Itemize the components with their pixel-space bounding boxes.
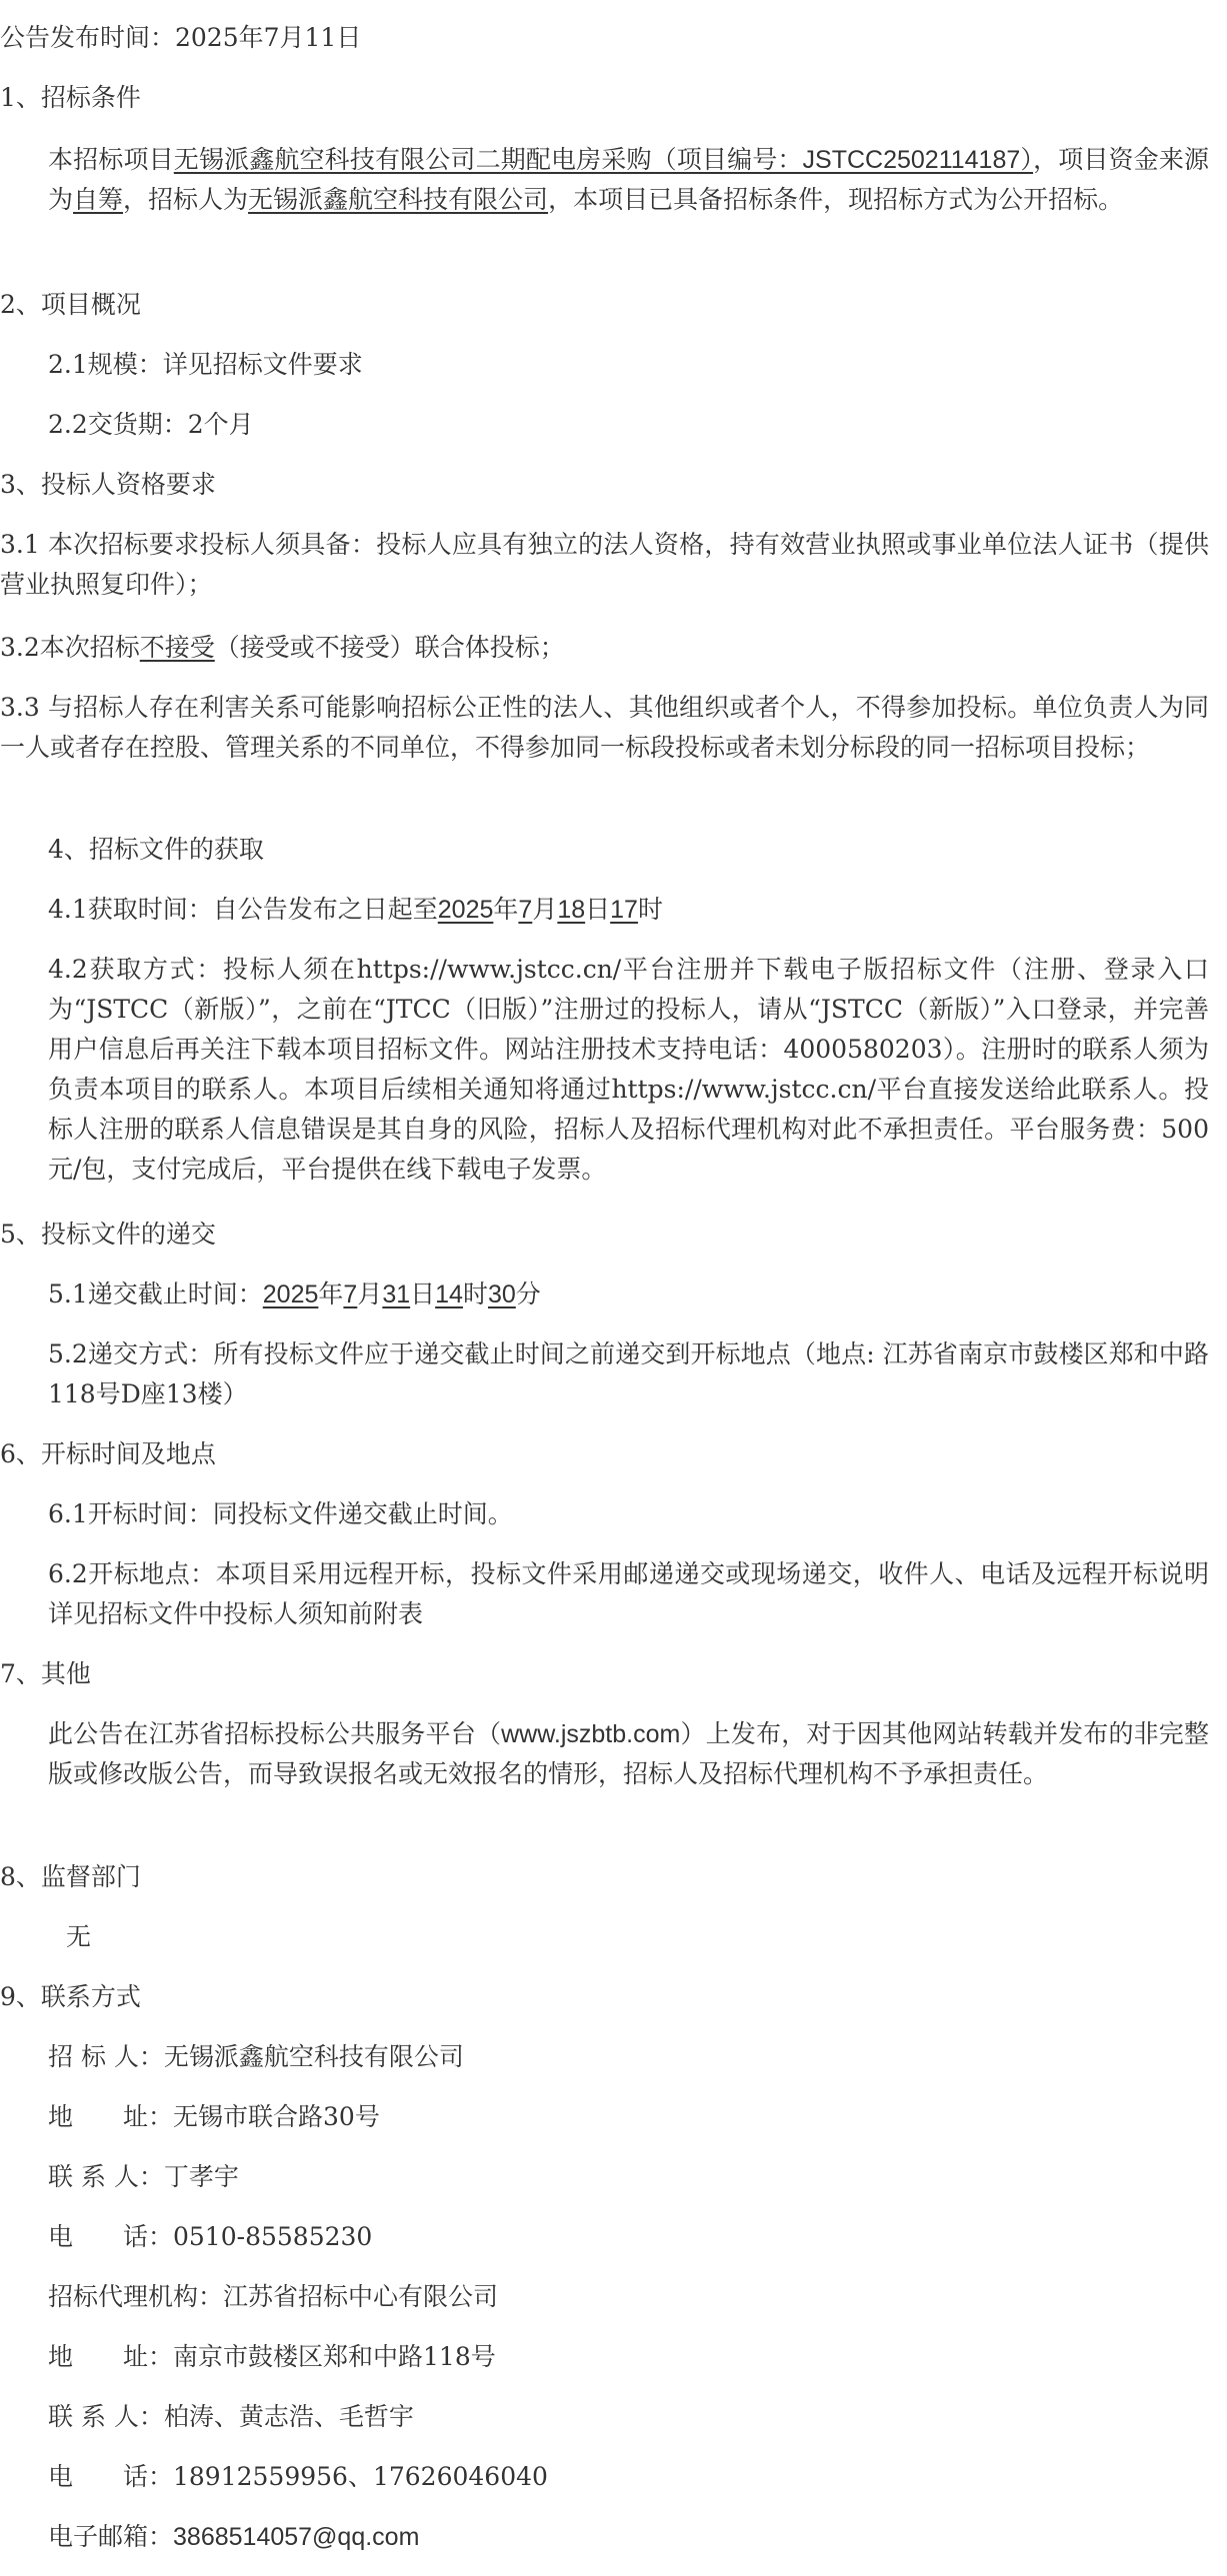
qualification-3-2 [0,628,1227,668]
obtain-year: 2025 [437,896,494,924]
obtain-time-pre: 4.1获取时间：自公告发布之日起至 [48,895,438,924]
deadline-year: 2025 [262,1281,319,1308]
q2-pre: 3.2本次招标 [0,633,140,662]
project-name-underlined: 无锡派鑫航空科技有限公司二期配电房采购（项目编号：JSTCC2502114187） [173,146,1034,174]
section-3-heading: 3、投标人资格要求 [0,470,216,499]
agency-phone: 电 话：18912559956、17626046040 [48,2462,548,2491]
section-7-heading: 7、其他 [0,1659,91,1688]
section-8-heading: 8、监督部门 [0,1862,141,1891]
agency-address: 地 址：南京市鼓楼区郑和中路118号 [48,2342,496,2371]
tenderer-phone: 电 话：0510-85585230 [48,2222,373,2251]
supervision-department-value: 无 [66,1922,92,1951]
email-address: 3868514057@qq.com [173,2523,420,2551]
tenderer-address: 地 址：无锡市联合路30号 [48,2102,380,2131]
deadline-minute-unit: 分 [515,1280,541,1308]
section-5-heading: 5、投标文件的递交 [0,1220,216,1249]
fund-source-underlined: 自筹 [73,186,124,214]
document-obtain-method: 4.2获取方式：投标人须在https://www.jstcc.cn/平台注册并下载电子版招标文件（注册、登录入口为“JSTCC（新版）”，之前在“JTCC（旧版）”注册过的投标人，请从“JSTCC（新版）”入口登录，并完善用户信息后再关注下载本项目招标文件。网站注册技术支持电话：4000580203）。注册时的联系人须为负责本项目的联系人。本项目后续相关通知将通过https://www.jstcc.cn/平台直接发送给此联系人。投标人注册的联系人信息错误是其自身的风险，招标人及招标代理机构对此不承担责任。平台服务费：500元/包，支付完成后，平台提供在线下载电子发票。 [48,955,1209,1184]
section-4-heading: 4、招标文件的获取 [48,835,264,864]
section-2-heading: 2、项目概况 [0,290,141,319]
deadline-day-unit: 日 [410,1280,436,1308]
deadline-day: 31 [382,1281,411,1308]
tenderer-contact: 联 系 人：丁孝宇 [48,2162,239,2191]
submission-deadline [0,1275,1227,1314]
delivery-period: 2.2交货期：2个月 [48,410,254,439]
s1-text-post: ，本项目已具备招标条件，现招标方式为公开招标。 [548,185,1124,214]
q2-post: （接受或不接受）联合体投标； [214,633,565,662]
s1-text-mid1: ，项目资金来源为 [48,145,1209,214]
obtain-day-unit: 日 [585,895,611,924]
obtain-month-unit: 月 [532,895,558,924]
obtain-day: 18 [557,896,586,924]
agency-email [0,2517,1227,2557]
deadline-month-unit: 月 [357,1280,383,1308]
bid-opening-place: 6.2开标地点：本项目采用远程开标，投标文件采用邮递递交或现场递交，收件人、电话及远程开标说明详见招标文件中投标人须知前附表 [48,1559,1209,1628]
s1-text-mid2: ，招标人为 [123,185,249,214]
deadline-pre: 5.1递交截止时间： [48,1280,263,1308]
s1-text-pre: 本招标项目 [48,145,174,174]
qualification-3-1: 3.1 本次招标要求投标人须具备：投标人应具有独立的法人资格，持有效营业执照或事业单位法人证书（提供营业执照复印件）； [0,530,1209,599]
deadline-minute: 30 [487,1281,516,1308]
email-label: 电子邮箱： [48,2522,174,2551]
publish-time: 公告发布时间：2025年7月11日 [0,23,362,52]
section-6-heading: 6、开标时间及地点 [0,1439,216,1468]
deadline-hour-unit: 时 [462,1280,488,1308]
tenderer-underlined: 无锡派鑫航空科技有限公司 [248,186,549,214]
document-obtain-time [0,890,1227,930]
project-scale: 2.1规模：详见招标文件要求 [48,350,363,379]
platform-website: www.jszbtb.com [501,1720,681,1748]
bid-opening-time: 6.1开标时间：同投标文件递交截止时间。 [48,1499,513,1528]
obtain-year-unit: 年 [493,895,519,924]
submission-method: 5.2递交方式：所有投标文件应于递交截止时间之前递交到开标地点（地点: 江苏省南京市鼓楼区郑和中路118号D座13楼） [48,1339,1209,1408]
obtain-hour-unit: 时 [637,895,663,924]
consortium-acceptance-underlined: 不接受 [139,634,215,662]
deadline-month: 7 [343,1281,358,1308]
tenderer-name: 招 标 人：无锡派鑫航空科技有限公司 [48,2042,464,2071]
section-7-paragraph [0,1714,1227,1794]
section-1-paragraph [0,140,1227,220]
deadline-hour: 14 [435,1281,463,1308]
deadline-year-unit: 年 [318,1280,344,1308]
obtain-hour: 17 [610,896,638,924]
obtain-month: 7 [518,896,533,924]
agency-name: 招标代理机构：江苏省招标中心有限公司 [48,2282,499,2311]
qualification-3-3: 3.3 与招标人存在利害关系可能影响招标公正性的法人、其他组织或者个人，不得参加投标。单位负责人为同一人或者存在控股、管理关系的不同单位，不得参加同一标段投标或者未划分标段的同一招标项目投标； [0,693,1209,762]
agency-contact: 联 系 人：柏涛、黄志浩、毛哲宇 [48,2402,414,2431]
section-9-heading: 9、联系方式 [0,1982,141,2011]
section-1-heading: 1、招标条件 [0,83,141,112]
s7-text-post: ）上发布，对于因其他网站转载并发布的非完整版或修改版公告，而导致误报名或无效报名的情形，招标人及招标代理机构不予承担责任。 [48,1719,1209,1788]
s7-text-pre: 此公告在江苏省招标投标公共服务平台（ [48,1719,502,1748]
